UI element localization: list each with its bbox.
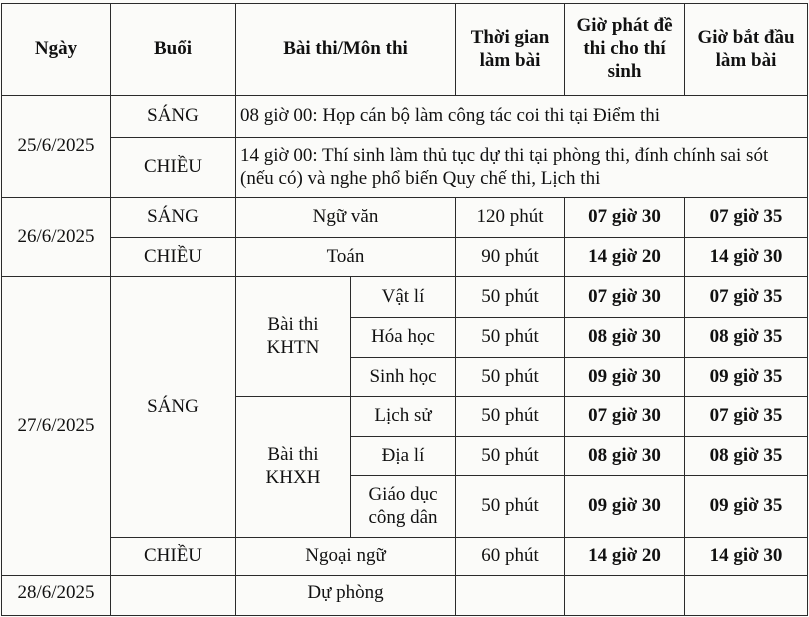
table-row [2, 238, 808, 277]
distribute-time-cell: 08 giờ 30 [565, 437, 685, 476]
duration-cell-empty [456, 576, 565, 616]
group-cell-khxh: Bài thi KHXH [236, 397, 351, 538]
date-cell: 28/6/2025 [2, 576, 111, 616]
group-cell-khtn: Bài thi KHTN [236, 277, 351, 397]
table-row [2, 138, 808, 198]
subject-cell: Sinh học [351, 358, 456, 397]
subject-cell: Vật lí [351, 277, 456, 318]
distribute-time-cell: 07 giờ 30 [565, 277, 685, 318]
header-row [2, 4, 808, 96]
duration-cell: 50 phút [456, 318, 565, 358]
session-cell: SÁNG [111, 96, 236, 138]
date-cell: 25/6/2025 [2, 96, 111, 198]
table-row [2, 576, 808, 616]
table-row [2, 198, 808, 238]
table-row [2, 96, 808, 138]
start-time-cell: 09 giờ 35 [685, 358, 808, 397]
subject-cell: Toán [236, 238, 456, 277]
session-cell: CHIỀU [111, 538, 236, 576]
subject-cell: Dự phòng [236, 576, 456, 616]
subject-cell: Giáo dục công dân [351, 476, 456, 538]
subject-cell: Địa lí [351, 437, 456, 476]
subject-cell: Ngữ văn [236, 198, 456, 238]
distribute-time-cell: 07 giờ 30 [565, 198, 685, 238]
start-time-cell-empty [685, 576, 808, 616]
distribute-time-cell: 07 giờ 30 [565, 397, 685, 437]
start-time-cell: 08 giờ 35 [685, 318, 808, 358]
subject-cell: Ngoại ngữ [236, 538, 456, 576]
start-time-cell: 14 giờ 30 [685, 238, 808, 277]
duration-cell: 50 phút [456, 277, 565, 318]
duration-cell: 50 phút [456, 358, 565, 397]
header-buoi: Buổi [111, 4, 236, 96]
session-cell: SÁNG [111, 277, 236, 538]
date-cell: 27/6/2025 [2, 277, 111, 576]
session-cell-empty [111, 576, 236, 616]
exam-schedule-table [1, 3, 808, 616]
start-time-cell: 07 giờ 35 [685, 397, 808, 437]
session-cell: SÁNG [111, 198, 236, 238]
duration-cell: 90 phút [456, 238, 565, 277]
schedule-note: 14 giờ 00: Thí sinh làm thủ tục dự thi tại phòng thi, đính chính sai sót (nếu có) và nghe phổ biến Quy chế thi, Lịch thi [236, 138, 808, 198]
distribute-time-cell: 08 giờ 30 [565, 318, 685, 358]
start-time-cell: 07 giờ 35 [685, 198, 808, 238]
subject-cell: Lịch sử [351, 397, 456, 437]
start-time-cell: 07 giờ 35 [685, 277, 808, 318]
date-cell: 26/6/2025 [2, 198, 111, 277]
start-time-cell: 14 giờ 30 [685, 538, 808, 576]
header-thoi-gian: Thời gian làm bài [456, 4, 565, 96]
distribute-time-cell-empty [565, 576, 685, 616]
start-time-cell: 08 giờ 35 [685, 437, 808, 476]
header-gio-phat-de: Giờ phát đề thi cho thí sinh [565, 4, 685, 96]
header-bai-thi: Bài thi/Môn thi [236, 4, 456, 96]
duration-cell: 120 phút [456, 198, 565, 238]
header-gio-bat-dau: Giờ bắt đầu làm bài [685, 4, 808, 96]
schedule-note: 08 giờ 00: Họp cán bộ làm công tác coi thi tại Điểm thi [236, 96, 808, 138]
start-time-cell: 09 giờ 35 [685, 476, 808, 538]
session-cell: CHIỀU [111, 238, 236, 277]
duration-cell: 50 phút [456, 437, 565, 476]
table-row [2, 538, 808, 576]
session-cell: CHIỀU [111, 138, 236, 198]
distribute-time-cell: 09 giờ 30 [565, 358, 685, 397]
distribute-time-cell: 14 giờ 20 [565, 538, 685, 576]
subject-cell: Hóa học [351, 318, 456, 358]
table-row [2, 277, 808, 318]
distribute-time-cell: 09 giờ 30 [565, 476, 685, 538]
header-ngay: Ngày [2, 4, 111, 96]
distribute-time-cell: 14 giờ 20 [565, 238, 685, 277]
duration-cell: 50 phút [456, 397, 565, 437]
duration-cell: 50 phút [456, 476, 565, 538]
duration-cell: 60 phút [456, 538, 565, 576]
